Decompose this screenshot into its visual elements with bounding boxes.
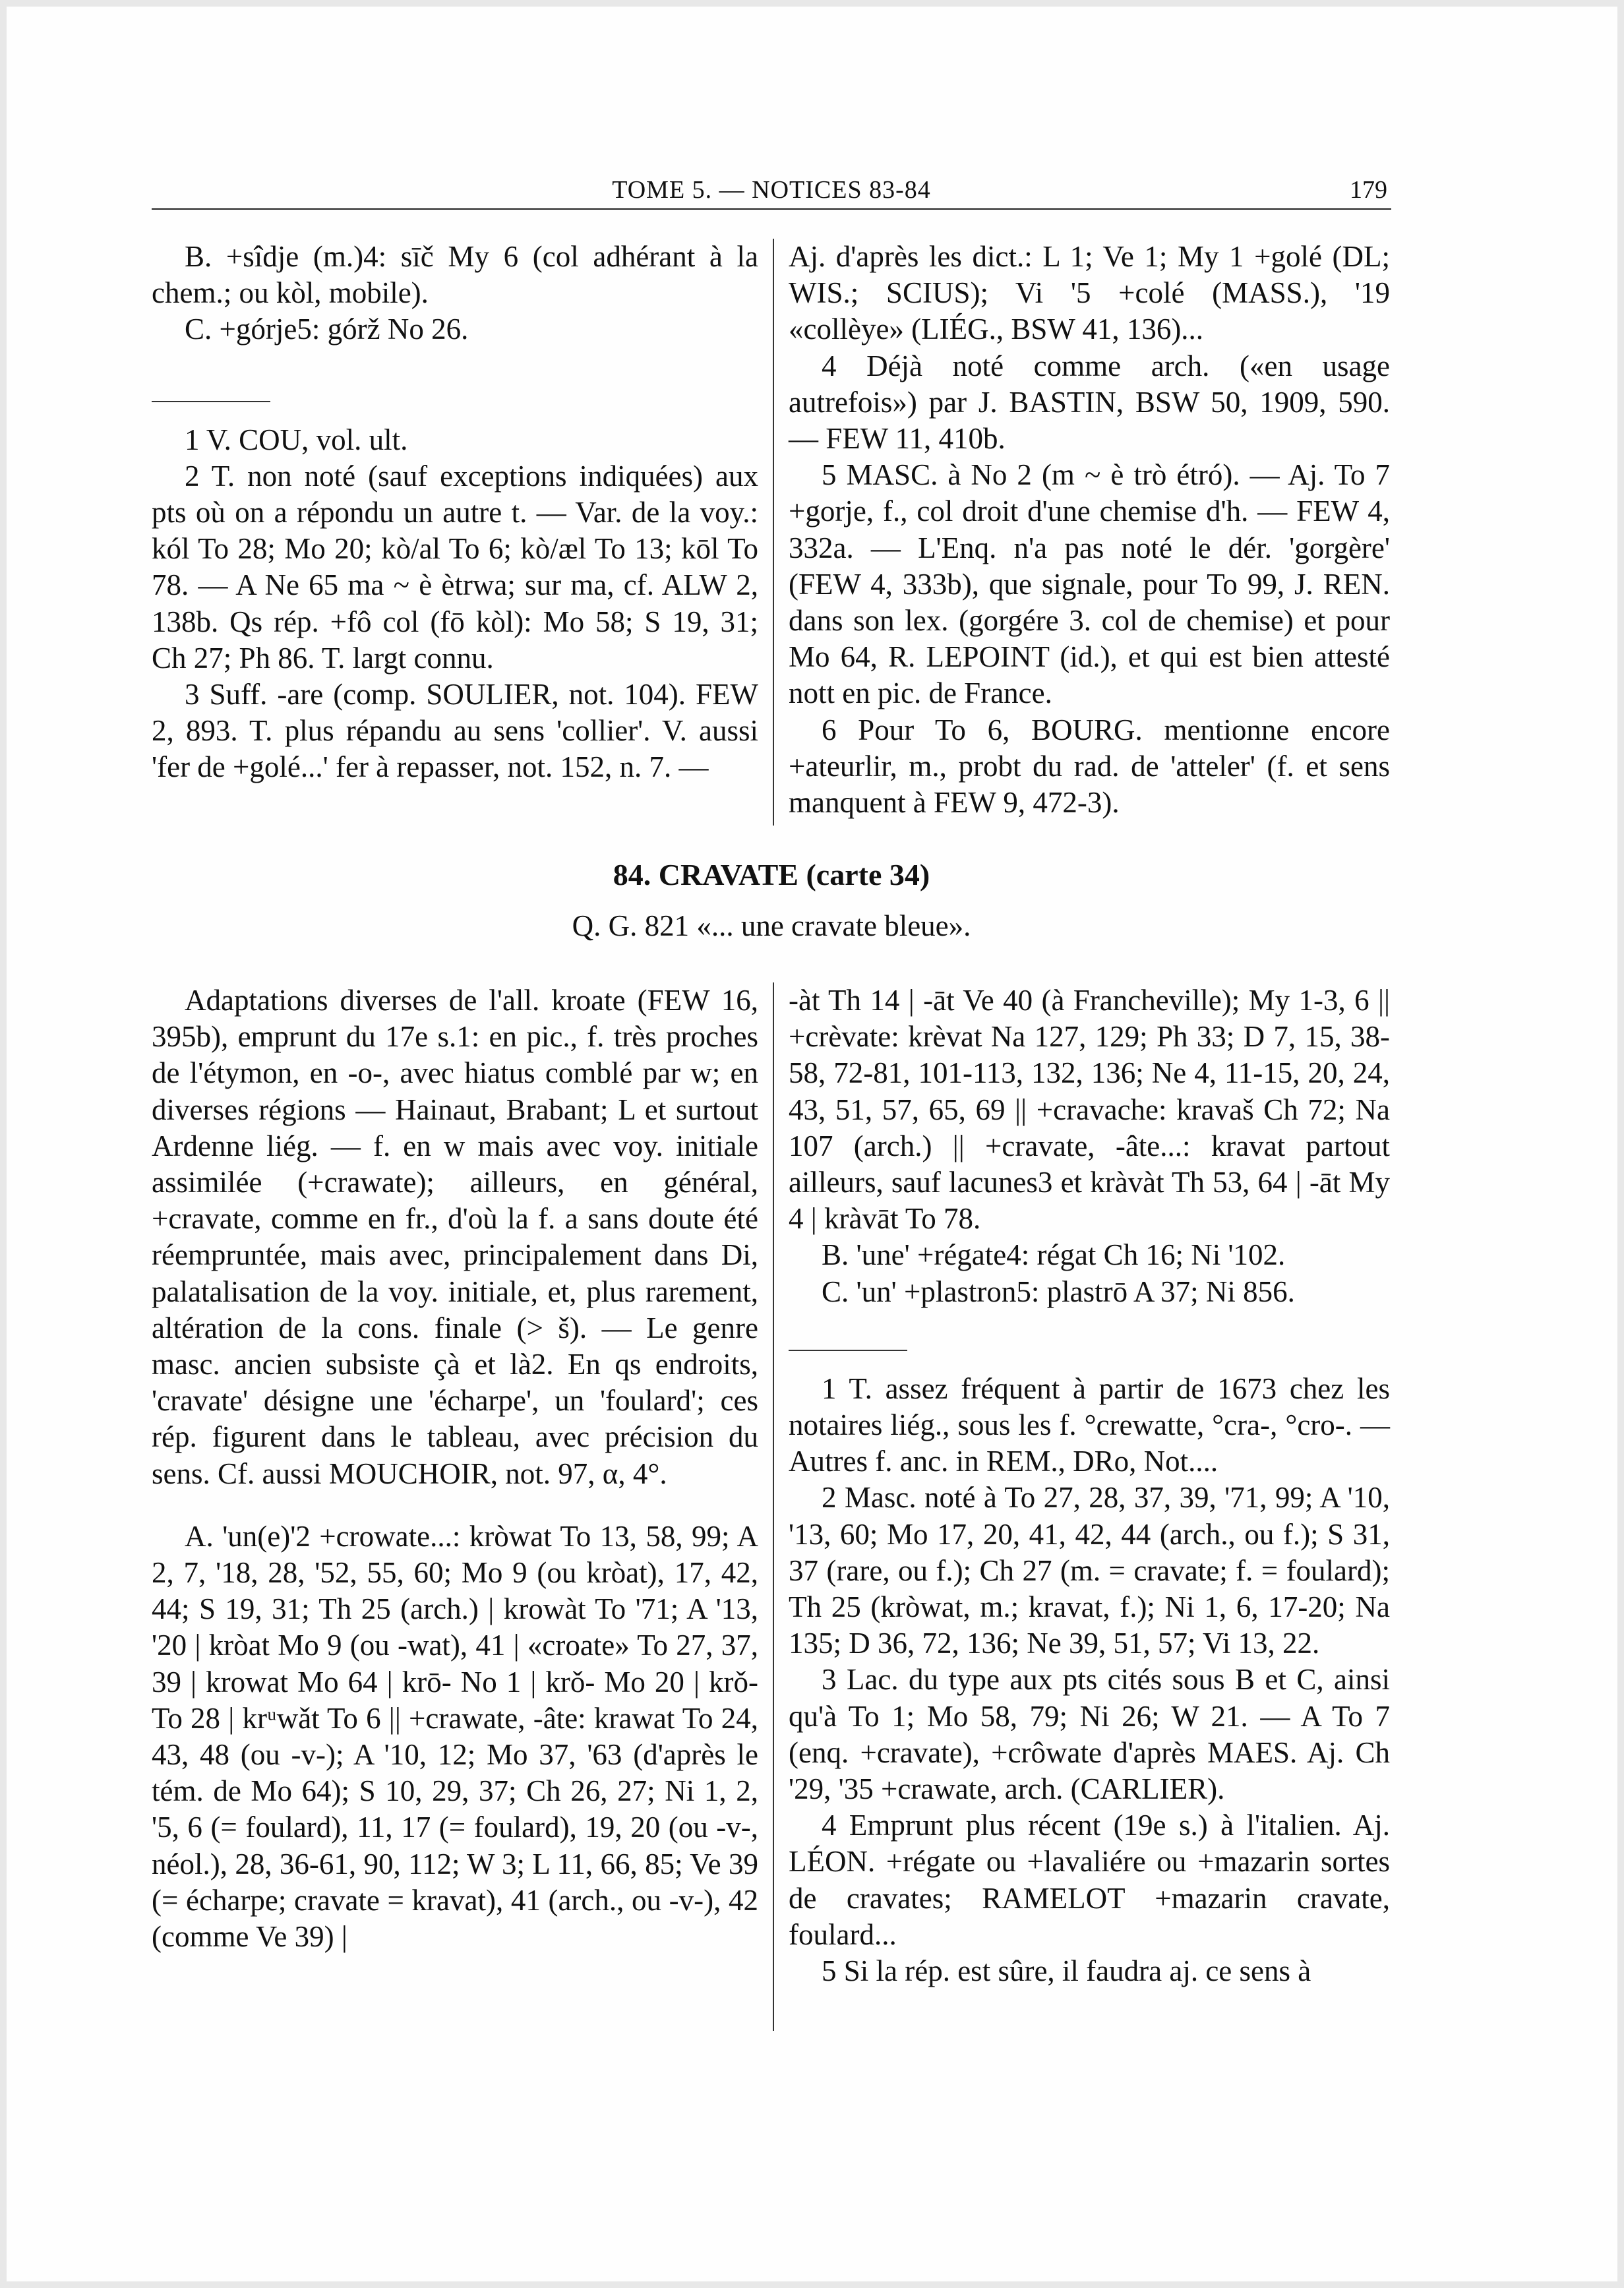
section-b: B. 'une' +régate4: régat Ch 16; Ni '102. xyxy=(822,1238,1286,1272)
top-left-column xyxy=(152,239,758,786)
article-footnote-2: 2 Masc. noté à To 27, 28, 37, 39, '71, 99; A '10, '13, 60; Mo 17, 20, 41, 42, 44 (arch., ou f.); S 31, 37 (rare, ou f.); Ch 27 (m. = cravate; f. = foulard); Th 25 (kròwat, m.; kravat, f.); Ni 1, 6, 17-20; Na 135; D 36, 72, 136; Ne 39, 51, 57; Vi 13, 22. xyxy=(789,1481,1390,1660)
article-footnote-3: 3 Lac. du type aux pts cités sous B et C, ainsi qu'à To 1; Mo 58, 79; Ni 26; W 21. — A To 7 (enq. +cravate), +crôwate d'après MAES. Aj. Ch '29, '35 +crawate, arch. (CARLIER). xyxy=(789,1663,1390,1806)
article-intro: Adaptations diverses de l'all. kroate (FEW 16, 395b), emprunt du 17e s.1: en pic., f. très proches de l'étymon, en -o-, avec hiatus comblé par w; en diverses régions — Hainaut, Brabant; L et surtout Ardenne liég. — f. en w mais avec voy. initiale assimilée (+crawate); ailleurs, en général, +cravate, comme en fr., d'où la f. a sans doute été réempruntée, mais avec, principalement dans Di, palatalisation de la voy. initiale, et, plus rarement, altération de la cons. finale (> š). — Le genre masc. ancien subsiste çà et là2. En qs endroits, 'cravate' désigne une 'écharpe', un 'foulard'; ces rép. figurent dans le tableau, avec précision du sens. Cf. aussi MOUCHOIR, not. 97, α, 4°. xyxy=(152,984,758,1490)
article-footnote-5: 5 Si la rép. est sûre, il faudra aj. ce sens à xyxy=(822,1954,1311,1988)
section-c: C. 'un' +plastron5: plastrō A 37; Ni 856. xyxy=(822,1275,1295,1308)
running-head: TOME 5. — NOTICES 83-84 xyxy=(612,176,931,204)
article-footnote-1: 1 T. assez fréquent à partir de 1673 chez les notaires liég., sous les f. °crewatte, °cra-, °cro-. — Autres f. anc. in REM., DRo, Not.... xyxy=(789,1371,1390,1478)
running-header xyxy=(152,175,1391,210)
article-left-column xyxy=(152,982,758,1955)
section-a-continuation: -àt Th 14 | -āt Ve 40 (à Francheville); My 1-3, 6 || +crèvate: krèvat Na 127, 129; Ph 33; D 7, 15, 38-58, 72-81, 101-113, 132, 136; Ne 4, 11-15, 20, 24, 43, 51, 57, 65, 69 || +cravache: kravaš Ch 72; Na 107 (arch.) || +cravate, -âte...: kravat partout ailleurs, sauf lacunes3 et kràvàt Th 53, 64 | -āt My 4 | kràvāt To 78. xyxy=(789,984,1390,1236)
page-number: 179 xyxy=(1350,176,1387,204)
column-divider-top xyxy=(773,239,774,826)
variant-c: C. +górje5: górž No 26. xyxy=(185,313,469,346)
article-footnote-4: 4 Emprunt plus récent (19e s.) à l'italien. Aj. LÉON. +régate ou +lavaliére ou +mazarin sortes de cravates; RAMELOT +mazarin cravate, foulard... xyxy=(789,1809,1390,1951)
section-a: A. 'un(e)'2 +crowate...: kròwat To 13, 58, 99; A 2, 7, '18, 28, '52, 55, 60; Mo 9 (ou kròat), 17, 42, 44; S 19, 31; Th 25 (arch.) | krowàt To '71; A '13, '20 | kròat Mo 9 (ou -wat), 41 | «croate» To 27, 37, 39 | krowat Mo 64 | krō- No 1 | krǒ- Mo 20 | krǒ- To 28 | krᵘwǎt To 6 || +crawate, -âte: krawat To 24, 43, 48 (ou -v-); A '10, 12; Mo 37, '63 (d'après le tém. de Mo 64); S 10, 29, 37; Ch 26, 27; Ni 1, 2, '5, 6 (= foulard), 11, 17 (= foulard), 19, 20 (ou -v-, néol.), 28, 36-61, 90, 112; W 3; L 11, 66, 85; Ve 39 (= écharpe; cravate = kravat), 41 (arch., ou -v-), 42 (comme Ve 39) | xyxy=(152,1519,758,1954)
footnote-5: 5 MASC. à No 2 (m ~ è trò étró). — Aj. To 7 +gorje, f., col droit d'une chemise d'h. — FEW 4, 332a. — L'Enq. n'a pas noté le dér. 'gorgère' (FEW 4, 333b), que signale, pour To 99, J. REN. dans son lex. (gorgére 3. col de chemise) et pour Mo 64, R. LEPOINT (id.), et qui est bien attesté nott en pic. de France. xyxy=(789,458,1390,710)
top-right-column xyxy=(789,239,1390,821)
article-right-column xyxy=(789,982,1390,1989)
footnote-3: 3 Suff. -are (comp. SOULIER, not. 104). FEW 2, 893. T. plus répandu au sens 'collier'. V. aussi 'fer de +golé...' fer à repasser, not. 152, n. 7. — xyxy=(152,678,758,784)
variant-b: B. +sîdje (m.)4: sīč My 6 (col adhérant à la chem.; ou kòl, mobile). xyxy=(152,240,758,310)
footnote-2: 2 T. non noté (sauf exceptions indiquées) aux pts où on a répondu un autre t. — Var. de la voy.: kól To 28; Mo 20; kò/al To 6; kò/æl To 13; kōl To 78. — A Ne 65 ma ~ è ètrwa; sur ma, cf. ALW 2, 138b. Qs rép. +fô col (fō kòl): Mo 58; S 19, 31; Ch 27; Ph 86. T. largt connu. xyxy=(152,459,758,675)
column-divider-bottom xyxy=(773,982,774,2031)
article-title: 84. CRAVATE (carte 34) xyxy=(613,858,930,891)
footnote-1: 1 V. COU, vol. ult. xyxy=(185,423,408,456)
footnote-4: 4 Déjà noté comme arch. («en usage autrefois») par J. BASTIN, BSW 50, 1909, 590. — FEW 11, 410b. xyxy=(789,349,1390,456)
article-question: Q. G. 821 «... une cravate bleue». xyxy=(572,909,971,942)
footnote-3-continuation: Aj. d'après les dict.: L 1; Ve 1; My 1 +golé (DL; WIS.; SCIUS); Vi '5 +colé (MASS.), '19 «collèye» (LIÉG., BSW 41, 136)... xyxy=(789,240,1390,346)
footnote-6: 6 Pour To 6, BOURG. mentionne encore +ateurlir, m., probt du rad. de 'atteler' (f. et sens manquent à FEW 9, 472-3). xyxy=(789,713,1390,820)
